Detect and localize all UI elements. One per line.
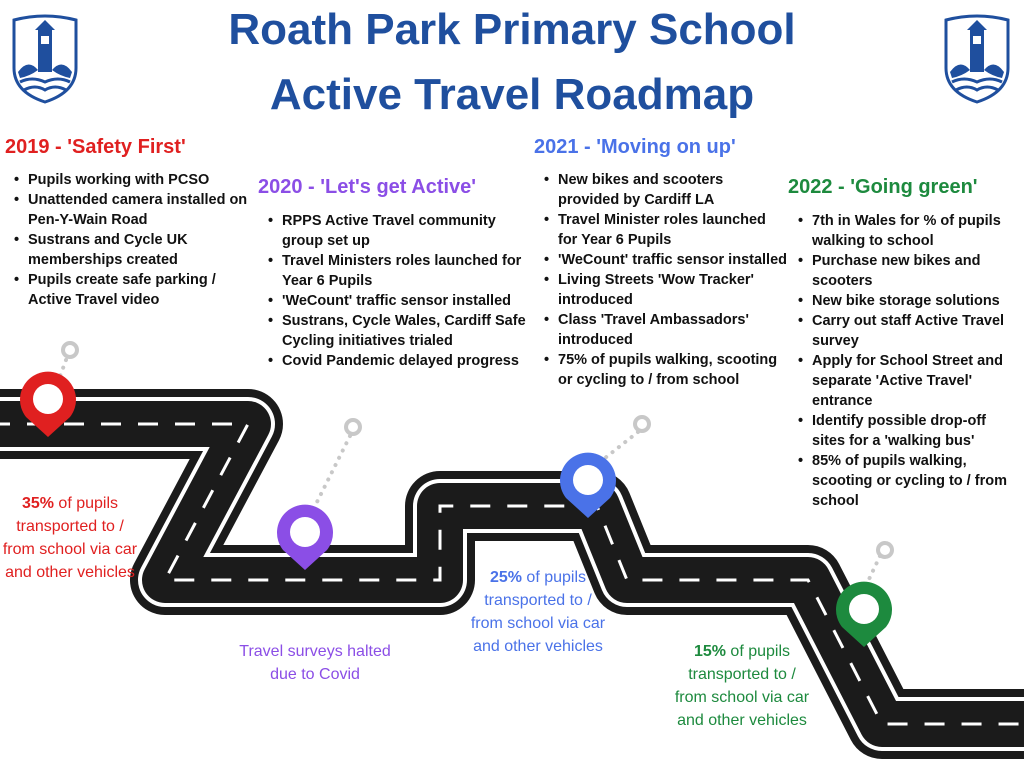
page-subtitle: Active Travel Roadmap bbox=[269, 70, 755, 119]
stat-2021 bbox=[466, 566, 610, 658]
list-item: • Purchase new bikes and scooters bbox=[796, 251, 1020, 291]
list-item: • Living Streets 'Wow Tracker' introduced bbox=[542, 270, 788, 310]
stat-text: Travel surveys halted due to Covid bbox=[239, 643, 391, 683]
stat-value: 35% bbox=[21, 495, 54, 512]
list-item: • Pupils working with PCSO bbox=[12, 170, 252, 190]
stat-text: of pupils transported to / from school via car and other vehicles bbox=[2, 495, 138, 581]
list-item: • Sustrans and Cycle UK memberships created bbox=[12, 230, 252, 270]
list-item: • Sustrans, Cycle Wales, Cardiff Safe Cycling initiatives trialed bbox=[266, 311, 528, 351]
list-2019 bbox=[12, 170, 252, 310]
stat-2020 bbox=[238, 640, 392, 686]
list-item: • New bikes and scooters provided by Cardiff LA bbox=[542, 170, 788, 210]
heading-2020: 2020 - 'Let's get Active' bbox=[258, 176, 477, 198]
list-2020 bbox=[266, 211, 528, 371]
stat-text: of pupils transported to / from school via car and other vehicles bbox=[674, 643, 810, 729]
list-2022 bbox=[796, 211, 1020, 511]
stat-2022 bbox=[670, 640, 814, 732]
list-item: • Carry out staff Active Travel survey bbox=[796, 311, 1020, 351]
list-2021 bbox=[542, 170, 788, 390]
list-item: • 75% of pupils walking, scooting or cycling to / from school bbox=[542, 350, 788, 390]
stat-value: 15% bbox=[693, 643, 726, 660]
list-item: • Pupils create safe parking / Active Travel video bbox=[12, 270, 252, 310]
list-item: • 85% of pupils walking, scooting or cycling to / from school bbox=[796, 451, 1020, 511]
page-title: Roath Park Primary School bbox=[228, 5, 796, 54]
list-item: • Travel Minister roles launched for Year 6 Pupils bbox=[542, 210, 788, 250]
list-item: • 'WeCount' traffic sensor installed bbox=[266, 291, 528, 311]
list-item: • New bike storage solutions bbox=[796, 291, 1020, 311]
list-item: • Covid Pandemic delayed progress bbox=[266, 351, 528, 371]
list-item: • 'WeCount' traffic sensor installed bbox=[542, 250, 788, 270]
heading-2022: 2022 - 'Going green' bbox=[788, 176, 978, 198]
stat-2019 bbox=[0, 492, 140, 584]
stat-value: 25% bbox=[489, 569, 522, 586]
list-item: • RPPS Active Travel community group set up bbox=[266, 211, 528, 251]
list-item: • Apply for School Street and separate 'Active Travel' entrance bbox=[796, 351, 1020, 411]
list-item: • Class 'Travel Ambassadors' introduced bbox=[542, 310, 788, 350]
heading-2021: 2021 - 'Moving on up' bbox=[534, 136, 736, 158]
stat-text: of pupils transported to / from school via car and other vehicles bbox=[470, 569, 606, 655]
list-item: • Identify possible drop-off sites for a 'walking bus' bbox=[796, 411, 1020, 451]
heading-2019: 2019 - 'Safety First' bbox=[5, 136, 186, 158]
list-item: • 7th in Wales for % of pupils walking to school bbox=[796, 211, 1020, 251]
list-item: • Travel Ministers roles launched for Year 6 Pupils bbox=[266, 251, 528, 291]
list-item: • Unattended camera installed on Pen-Y-Wain Road bbox=[12, 190, 252, 230]
